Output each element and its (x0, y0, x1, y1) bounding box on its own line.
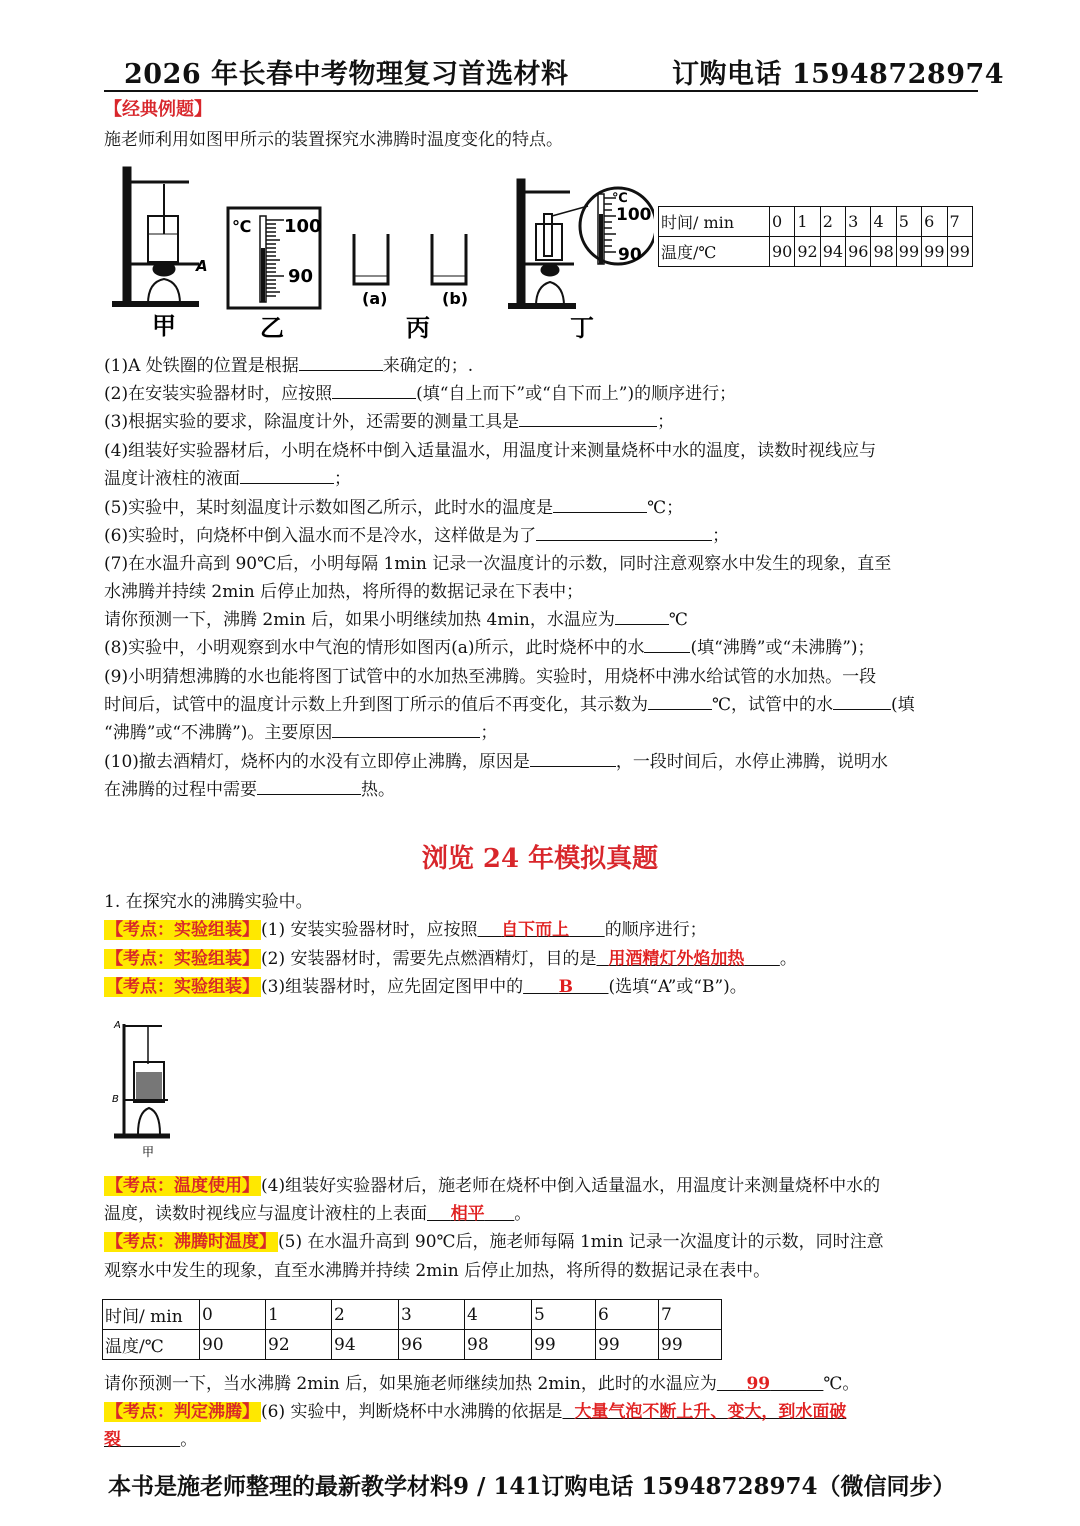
answer-blank[interactable] (833, 691, 891, 710)
apparatus-small-figure (108, 1016, 188, 1162)
problem-1-part-4a: 【考点：温度使用】 (4)组装好实验器材后，施老师在烧杯中倒入适量温水，用温度计来测量烧杯中水的 (106, 1176, 881, 1196)
problem-1-intro: 1. 在探究水的沸腾实验中。 (104, 892, 313, 912)
apparatus-ding (508, 180, 654, 306)
answer-blank[interactable] (553, 494, 647, 513)
question-9c: “沸腾”或“不沸腾”)。主要原因 ； (104, 719, 497, 747)
answer-blank[interactable] (299, 352, 383, 371)
section-data-table (102, 1299, 722, 1360)
label-b: (b) (442, 289, 469, 308)
answer: 相平 (450, 1204, 485, 1224)
header-title: 2026 年长春中考物理复习首选材料 (124, 59, 569, 90)
label-jia: 甲 (152, 312, 176, 340)
example-tag: 【经典例题】 (104, 99, 212, 120)
thermo-90: 90 (288, 266, 314, 287)
thermo-unit: ℃ (232, 217, 252, 236)
ding-scale (604, 198, 616, 252)
answer-blank[interactable] (519, 408, 657, 427)
question-2: (2)在安装实验器材时，应按照 (填“自上而下”或“自下而上”)的顺序进行； (104, 380, 736, 408)
label-ding: 丁 (570, 314, 594, 342)
thermo-100: 100 (284, 216, 322, 237)
problem-1-part-1: 【考点：实验组装】 (1) 安装实验器材时，应按照 自下而上 的顺序进行； (106, 920, 707, 940)
small-label-jia: 甲 (142, 1145, 155, 1159)
question-7a: (7)在水温升高到 90℃后，小明每隔 1min 记录一次温度计的示数，同时注意观察水中发生的现象，直至 (104, 554, 892, 574)
answer-blank[interactable] (530, 748, 616, 767)
answer: 自下而上 (501, 920, 570, 940)
problem-1-part-3: 【考点：实验组装】 (3)组装器材时，应先固定图甲中的 B (选填“A”或“B”)。 (106, 977, 747, 997)
question-5: (5)实验中，某时刻温度计示数如图乙所示，此时水的温度是 ℃； (104, 494, 683, 522)
question-7c: 请你预测一下，沸腾 2min 后，如果小明继续加热 4min，水温应为 ℃ (104, 606, 688, 634)
answer: 99 (746, 1374, 771, 1394)
answer-blank[interactable] (644, 634, 690, 653)
table-row: 温度/℃ 90 92 94 96 98 99 99 99 (103, 1330, 722, 1360)
ding-100: 100 (616, 205, 652, 225)
table-row: 时间/ min 0 1 2 3 4 5 6 7 (103, 1300, 722, 1330)
apparatus-jia (112, 168, 199, 304)
problem-1-part-5c: 请你预测一下，当水沸腾 2min 后，如果施老师继续加热 2min，此时的水温应为 99 ℃。 (104, 1374, 860, 1394)
topic-tag: 【考点：实验组装】 (106, 977, 259, 997)
problem-1-part-4b: 温度，读数时视线应与温度计液柱的上表面 相平 。 (104, 1204, 532, 1224)
label-bing: 丙 (406, 314, 430, 342)
question-4b: 温度计液柱的液面 ； (104, 465, 351, 493)
beakers-bing (354, 234, 466, 284)
ding-unit: ℃ (612, 191, 628, 206)
topic-tag: 【考点：温度使用】 (106, 1176, 259, 1196)
question-8: (8)实验中，小明观察到水中气泡的情形如图丙(a)所示，此时烧杯中的水 (填“沸腾”或“未沸腾”)； (104, 634, 875, 662)
problem-1-part-5b: 观察水中发生的现象，直至水沸腾并持续 2min 后停止加热，将所得的数据记录在表中。 (104, 1261, 771, 1281)
question-9b: 时间后，试管中的温度计示数上升到图丁所示的值后不再变化，其示数为 ℃，试管中的水 (填 (104, 691, 915, 719)
question-1: (1)A 处铁圈的位置是根据 来确定的；. (104, 352, 473, 380)
problem-1-part-5a: 【考点：沸腾时温度】 (5) 在水温升高到 90℃后，施老师每隔 1min 记录一次温度计的示数，同时注意 (106, 1232, 884, 1252)
topic-tag: 【考点：实验组装】 (106, 920, 259, 940)
label-a: (a) (362, 289, 388, 308)
answer-blank[interactable] (240, 465, 334, 484)
answer: 大量气泡不断上升、变大，到水面破 (574, 1402, 847, 1422)
page-footer: 本书是施老师整理的最新教学材料9 / 141订购电话 15948728974（微信同步） (108, 1473, 956, 1500)
example-intro: 施老师利用如图甲所示的装置探究水沸腾时温度变化的特点。 (104, 130, 563, 150)
question-9a: (9)小明猜想沸腾的水也能将图丁试管中的水加热至沸腾。实验时，用烧杯中沸水给试管的水加热。一段 (104, 667, 877, 687)
example-data-table (658, 206, 973, 267)
answer: B (558, 977, 573, 997)
label-yi: 乙 (260, 314, 284, 342)
problem-1-part-6a: 【考点：判定沸腾】 (6) 实验中，判断烧杯中水沸腾的依据是 大量气泡不断上升、变大，到水面破 (106, 1402, 847, 1422)
section-title: 浏览 24 年模拟真题 (421, 844, 659, 874)
small-label-A: A (114, 1020, 121, 1031)
table-row: 温度/℃ 90 92 94 96 98 99 99 99 (659, 237, 973, 267)
answer-blank[interactable] (615, 606, 669, 625)
question-10a: (10)撤去酒精灯，烧杯内的水没有立即停止沸腾，原因是 ，一段时间后，水停止沸腾，说明水 (104, 748, 888, 776)
answer-blank[interactable] (257, 776, 361, 795)
answer-blank[interactable] (536, 522, 712, 541)
question-7b: 水沸腾并持续 2min 后停止加热，将所得的数据记录在下表中； (104, 582, 584, 602)
answer: 裂 (104, 1430, 121, 1450)
question-10b: 在沸腾的过程中需要 热。 (104, 776, 395, 804)
question-4a: (4)组装好实验器材后，小明在烧杯中倒入适量温水，用温度计来测量烧杯中水的温度，读数时视线应与 (104, 441, 877, 461)
small-label-B: B (112, 1094, 119, 1105)
answer-blank[interactable] (332, 719, 480, 738)
topic-tag: 【考点：沸腾时温度】 (106, 1232, 276, 1252)
label-A: A (196, 257, 208, 275)
answer-blank[interactable] (332, 380, 416, 399)
problem-1-part-6b: 裂 。 (104, 1430, 198, 1450)
header-divider (104, 90, 978, 92)
answer-blank[interactable] (648, 691, 712, 710)
question-6: (6)实验时，向烧杯中倒入温水而不是冷水，这样做是为了 ； (104, 522, 729, 550)
ding-90: 90 (618, 245, 642, 265)
topic-tag: 【考点：判定沸腾】 (106, 1402, 259, 1422)
topic-tag: 【考点：实验组装】 (106, 949, 259, 969)
header-phone: 订购电话 15948728974 (672, 59, 1005, 90)
experiment-figure (104, 164, 654, 344)
answer: 用酒精灯外焰加热 (608, 949, 745, 969)
question-3: (3)根据实验的要求，除温度计外，还需要的测量工具是 ； (104, 408, 674, 436)
table-row: 时间/ min 0 1 2 3 4 5 6 7 (659, 207, 973, 237)
problem-1-part-2: 【考点：实验组装】 (2) 安装器材时，需要先点燃酒精灯，目的是 用酒精灯外焰加热 。 (106, 949, 797, 969)
